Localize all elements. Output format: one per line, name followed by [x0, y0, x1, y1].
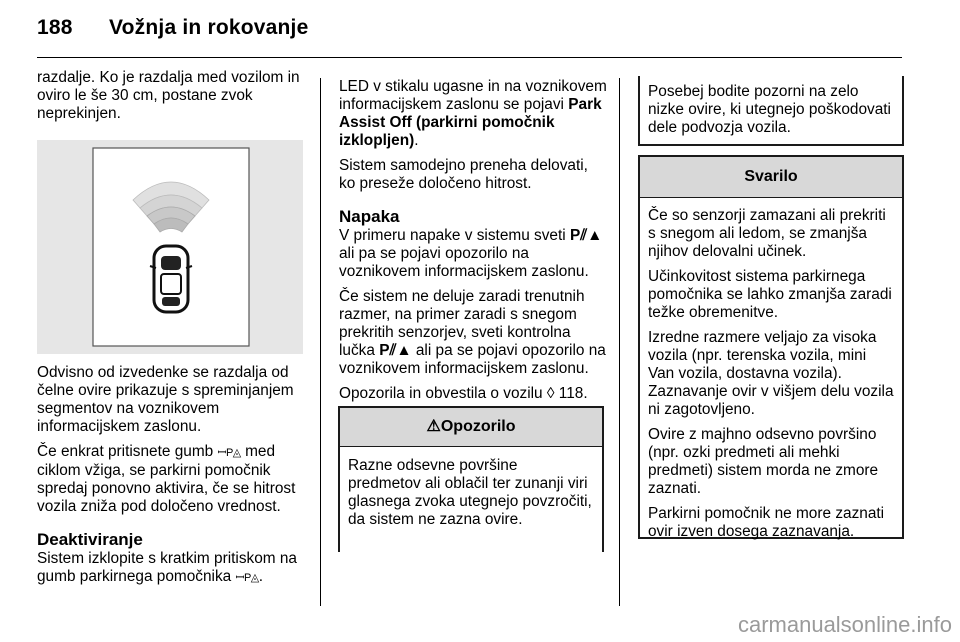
park-assist-button-icon-2: ꟷP◬: [235, 572, 259, 584]
park-assist-warning-icon: P⫽▲: [569, 227, 603, 244]
page-reference[interactable]: 118.: [558, 385, 588, 402]
warning-box-body: [340, 447, 602, 546]
notice-box-header: [640, 157, 902, 198]
col2-paragraph-2: Sistem samodejno preneha delovati, ko preseže določeno hitrost.: [339, 157, 588, 192]
col1-paragraph-2: Odvisno od izvedenke se razdalja od čelne ovire prikazuje s spreminjanjem segmentov na voznikovem informacijskem zaslonu.: [37, 364, 294, 435]
page-reference-icon: ◊: [546, 385, 555, 402]
column-divider-1: [320, 78, 321, 606]
warning-box: [338, 406, 604, 552]
col2-paragraph-3: V primeru napake v sistemu sveti P⫽▲ ali pa se pojavi opozorilo na voznikovem informacijskem zaslonu.: [339, 227, 603, 280]
notice-box: [638, 155, 904, 539]
park-assist-button-icon: ꟷP◬: [217, 447, 241, 459]
page-title: Vožnja in rokovanje: [109, 16, 309, 39]
notice-box-title: Svarilo: [744, 168, 798, 185]
column-divider-2: [619, 78, 620, 606]
col1-paragraph-4: Sistem izklopite s kratkim pritiskom na gumb parkirnega pomočnika ꟷP◬.: [37, 550, 297, 585]
col1-paragraph-1: razdalje. Ko je razdalja med vozilom in oviro le še 30 cm, postane zvok neprekinjen.: [37, 69, 300, 122]
heading-deactivation: Deaktiviranje: [37, 530, 143, 549]
col2-paragraph-4: Če sistem ne deluje zaradi trenutnih razmer, na primer zaradi s snegom prekritih senzorjev, sveti kontrolna lučka P⫽▲ ali pa se pojavi opozorilo na voznikovem informacijskem zaslonu.: [339, 288, 606, 377]
heading-fault: Napaka: [339, 207, 400, 226]
col1-paragraph-3: Če enkrat pritisnete gumb ꟷP◬ med ciklom vžiga, se parkirni pomočnik spredaj ponovno aktivira, če se hitrost vozila zniža pod določeno vrednost.: [37, 443, 296, 515]
warning-box-text: Razne odsevne površine predmetov ali oblačil ter zunanji viri glasnega zvoka utegnejo povzročiti, da sistem ne zazna ovire.: [348, 457, 592, 528]
warning-box-title: Opozorilo: [440, 418, 516, 435]
caution-continuation-text: Posebej bodite pozorni na zelo nizke ovire, ki utegnejo poškodovati dele podvozja vozila.: [648, 83, 891, 136]
notice-paragraph-4: Ovire z majhno odsevno površino (npr. ozki predmeti ali mehki predmeti) sistem morda ne zmore zaznati.: [648, 426, 879, 497]
parking-sensor-figure: [37, 140, 303, 354]
warning-box-header: [340, 408, 602, 447]
page-header: [37, 16, 308, 40]
col2-paragraph-5: Opozorila in obvestila o vozilu ◊ 118.: [339, 385, 588, 402]
notice-paragraph-2: Učinkovitost sistema parkirnega pomočnika se lahko zmanjša zaradi težke obremenitve.: [648, 268, 892, 321]
warning-icon: ⚠: [426, 418, 441, 435]
column-1: [37, 69, 307, 130]
notice-box-body: [640, 198, 902, 558]
footer-watermark: carmanualsonline.info: [737, 612, 952, 637]
caution-continuation-body: [640, 76, 902, 154]
page-number: 188: [37, 16, 73, 39]
col2-paragraph-1: LED v stikalu ugasne in na voznikovem informacijskem zaslonu se pojavi Park Assist Off (parkirni pomočnik izklopljen).: [339, 78, 607, 149]
park-assist-off-message: Park Assist Off (parkirni pomočnik izklopljen): [339, 96, 602, 149]
notice-paragraph-5: Parkirni pomočnik ne more zaznati ovir izven dosega zaznavanja.: [648, 505, 885, 540]
column-1-lower: [37, 364, 309, 594]
notice-paragraph-3: Izredne razmere veljajo za visoka vozila (npr. terenska vozila, mini Van vozila, dostavna vozila). Zaznavanje ovir v višjem delu vozila ni zagotovljeno.: [648, 329, 894, 418]
park-assist-warning-icon-2: P⫽▲: [379, 342, 412, 359]
header-rule: [37, 57, 902, 58]
caution-continuation-box: [638, 76, 904, 146]
column-2: [339, 78, 607, 410]
notice-paragraph-1: Če so senzorji zamazani ali prekriti s snegom ali ledom, se zmanjša njihov delovalni učinek.: [648, 207, 886, 260]
